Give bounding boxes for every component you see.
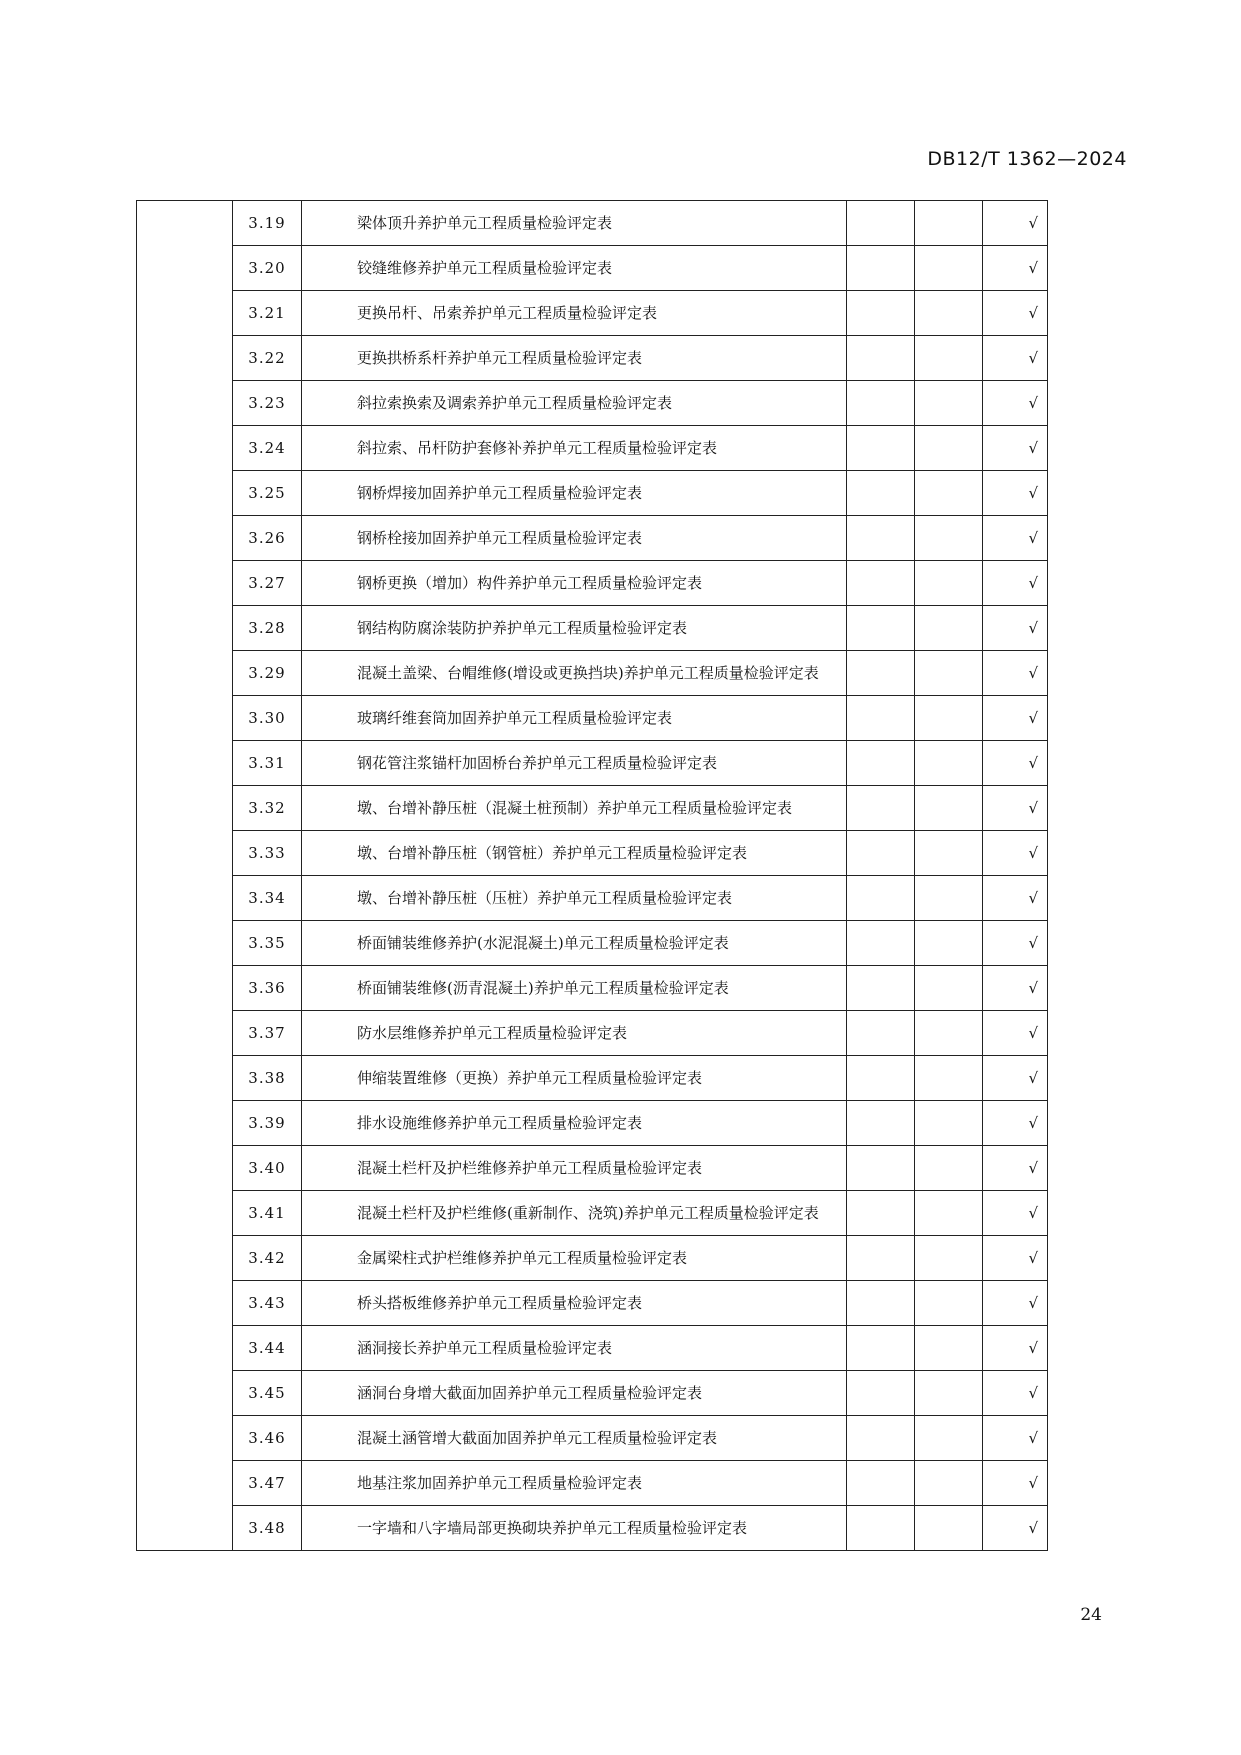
item-name: 斜拉索、吊杆防护套修补养护单元工程质量检验评定表 bbox=[357, 439, 718, 457]
item-name-cell bbox=[302, 876, 847, 921]
item-name-cell bbox=[302, 291, 847, 336]
check-mark: √ bbox=[983, 1191, 1048, 1236]
check-mark: √ bbox=[983, 966, 1048, 1011]
table-row bbox=[137, 1146, 1048, 1191]
item-name: 伸缩装置维修（更换）养护单元工程质量检验评定表 bbox=[357, 1069, 703, 1087]
item-number: 3.30 bbox=[233, 696, 302, 741]
item-name-cell bbox=[302, 1371, 847, 1416]
item-number: 3.47 bbox=[233, 1461, 302, 1506]
item-name: 玻璃纤维套筒加固养护单元工程质量检验评定表 bbox=[357, 709, 673, 727]
check-mark: √ bbox=[983, 516, 1048, 561]
item-name: 钢桥焊接加固养护单元工程质量检验评定表 bbox=[357, 484, 643, 502]
blank-cell-a bbox=[847, 1326, 915, 1371]
table-row bbox=[137, 1326, 1048, 1371]
item-number: 3.34 bbox=[233, 876, 302, 921]
item-number: 3.21 bbox=[233, 291, 302, 336]
check-mark: √ bbox=[983, 1056, 1048, 1101]
check-mark: √ bbox=[983, 381, 1048, 426]
blank-cell-b bbox=[915, 696, 983, 741]
blank-cell-b bbox=[915, 876, 983, 921]
item-name-cell bbox=[302, 1461, 847, 1506]
item-number: 3.46 bbox=[233, 1416, 302, 1461]
table-row bbox=[137, 1461, 1048, 1506]
item-name: 桥面铺装维修(沥青混凝土)养护单元工程质量检验评定表 bbox=[357, 979, 729, 997]
table-row bbox=[137, 1056, 1048, 1101]
blank-cell-a bbox=[847, 1011, 915, 1056]
item-number: 3.38 bbox=[233, 1056, 302, 1101]
blank-cell-a bbox=[847, 561, 915, 606]
blank-cell-b bbox=[915, 1506, 983, 1551]
item-name-cell bbox=[302, 426, 847, 471]
item-name: 墩、台增补静压桩（混凝土桩预制）养护单元工程质量检验评定表 bbox=[357, 799, 793, 817]
blank-cell-b bbox=[915, 1191, 983, 1236]
item-number: 3.31 bbox=[233, 741, 302, 786]
item-name: 梁体顶升养护单元工程质量检验评定表 bbox=[357, 214, 613, 232]
blank-cell-b bbox=[915, 1371, 983, 1416]
blank-cell-b bbox=[915, 201, 983, 246]
blank-cell-b bbox=[915, 291, 983, 336]
item-number: 3.43 bbox=[233, 1281, 302, 1326]
item-name: 更换拱桥系杆养护单元工程质量检验评定表 bbox=[357, 349, 643, 367]
item-number: 3.44 bbox=[233, 1326, 302, 1371]
table-row bbox=[137, 381, 1048, 426]
blank-cell-a bbox=[847, 1461, 915, 1506]
check-mark: √ bbox=[983, 786, 1048, 831]
blank-cell-b bbox=[915, 1416, 983, 1461]
check-mark: √ bbox=[983, 1326, 1048, 1371]
item-name-cell bbox=[302, 1506, 847, 1551]
blank-cell-b bbox=[915, 1146, 983, 1191]
blank-cell-a bbox=[847, 606, 915, 651]
item-name: 排水设施维修养护单元工程质量检验评定表 bbox=[357, 1114, 643, 1132]
item-number: 3.19 bbox=[233, 201, 302, 246]
blank-cell-b bbox=[915, 1461, 983, 1506]
item-number: 3.35 bbox=[233, 921, 302, 966]
table-row bbox=[137, 921, 1048, 966]
blank-cell-b bbox=[915, 1011, 983, 1056]
check-mark: √ bbox=[983, 1146, 1048, 1191]
table-row bbox=[137, 516, 1048, 561]
blank-cell-a bbox=[847, 246, 915, 291]
table-row bbox=[137, 1416, 1048, 1461]
blank-cell-b bbox=[915, 381, 983, 426]
item-number: 3.20 bbox=[233, 246, 302, 291]
item-name: 钢桥更换（增加）构件养护单元工程质量检验评定表 bbox=[357, 574, 703, 592]
blank-cell-a bbox=[847, 831, 915, 876]
blank-cell-a bbox=[847, 291, 915, 336]
blank-cell-a bbox=[847, 1101, 915, 1146]
blank-cell-b bbox=[915, 741, 983, 786]
blank-cell-a bbox=[847, 966, 915, 1011]
check-mark: √ bbox=[983, 1416, 1048, 1461]
check-mark: √ bbox=[983, 651, 1048, 696]
item-name-cell bbox=[302, 201, 847, 246]
table-row bbox=[137, 966, 1048, 1011]
blank-cell-a bbox=[847, 1056, 915, 1101]
table-row bbox=[137, 1506, 1048, 1551]
table-row bbox=[137, 561, 1048, 606]
check-mark: √ bbox=[983, 876, 1048, 921]
blank-cell-b bbox=[915, 426, 983, 471]
item-name-cell bbox=[302, 1101, 847, 1146]
item-name-cell bbox=[302, 1191, 847, 1236]
blank-cell-b bbox=[915, 1056, 983, 1101]
item-name: 金属梁柱式护栏维修养护单元工程质量检验评定表 bbox=[357, 1249, 688, 1267]
item-number: 3.40 bbox=[233, 1146, 302, 1191]
item-name: 钢花管注浆锚杆加固桥台养护单元工程质量检验评定表 bbox=[357, 754, 718, 772]
blank-cell-b bbox=[915, 831, 983, 876]
item-name: 混凝土栏杆及护栏维修(重新制作、浇筑)养护单元工程质量检验评定表 bbox=[357, 1204, 819, 1222]
table-row bbox=[137, 246, 1048, 291]
table-row bbox=[137, 471, 1048, 516]
table-row bbox=[137, 1371, 1048, 1416]
item-name-cell bbox=[302, 1326, 847, 1371]
check-mark: √ bbox=[983, 1011, 1048, 1056]
table-row bbox=[137, 1191, 1048, 1236]
item-number: 3.48 bbox=[233, 1506, 302, 1551]
blank-cell-a bbox=[847, 1416, 915, 1461]
item-name: 防水层维修养护单元工程质量检验评定表 bbox=[357, 1024, 628, 1042]
document-code: DB12/T 1362—2024 bbox=[927, 148, 1127, 170]
item-name: 涵洞接长养护单元工程质量检验评定表 bbox=[357, 1339, 613, 1357]
item-name-cell bbox=[302, 246, 847, 291]
item-name-cell bbox=[302, 651, 847, 696]
item-name: 混凝土盖梁、台帽维修(增设或更换挡块)养护单元工程质量检验评定表 bbox=[357, 664, 819, 682]
blank-cell-a bbox=[847, 336, 915, 381]
check-mark: √ bbox=[983, 921, 1048, 966]
item-name: 墩、台增补静压桩（压桩）养护单元工程质量检验评定表 bbox=[357, 889, 733, 907]
item-name-cell bbox=[302, 831, 847, 876]
item-name-cell bbox=[302, 1146, 847, 1191]
blank-cell-a bbox=[847, 201, 915, 246]
item-name-cell bbox=[302, 1056, 847, 1101]
check-mark: √ bbox=[983, 1371, 1048, 1416]
item-number: 3.33 bbox=[233, 831, 302, 876]
blank-cell-a bbox=[847, 1236, 915, 1281]
blank-cell-b bbox=[915, 516, 983, 561]
table-body bbox=[137, 201, 1048, 1551]
blank-cell-a bbox=[847, 786, 915, 831]
item-name-cell bbox=[302, 696, 847, 741]
item-name-cell bbox=[302, 1416, 847, 1461]
category-cell bbox=[137, 201, 233, 1551]
item-number: 3.27 bbox=[233, 561, 302, 606]
item-name-cell bbox=[302, 741, 847, 786]
item-name: 混凝土栏杆及护栏维修养护单元工程质量检验评定表 bbox=[357, 1159, 703, 1177]
blank-cell-a bbox=[847, 876, 915, 921]
item-name: 更换吊杆、吊索养护单元工程质量检验评定表 bbox=[357, 304, 658, 322]
item-name: 涵洞台身增大截面加固养护单元工程质量检验评定表 bbox=[357, 1384, 703, 1402]
item-name-cell bbox=[302, 561, 847, 606]
blank-cell-b bbox=[915, 471, 983, 516]
check-mark: √ bbox=[983, 336, 1048, 381]
item-name-cell bbox=[302, 786, 847, 831]
check-mark: √ bbox=[983, 291, 1048, 336]
check-mark: √ bbox=[983, 1101, 1048, 1146]
blank-cell-b bbox=[915, 921, 983, 966]
item-number: 3.26 bbox=[233, 516, 302, 561]
check-mark: √ bbox=[983, 696, 1048, 741]
blank-cell-a bbox=[847, 426, 915, 471]
blank-cell-a bbox=[847, 381, 915, 426]
item-number: 3.32 bbox=[233, 786, 302, 831]
page-number: 24 bbox=[1080, 1605, 1102, 1625]
blank-cell-b bbox=[915, 966, 983, 1011]
item-name: 斜拉索换索及调索养护单元工程质量检验评定表 bbox=[357, 394, 673, 412]
check-mark: √ bbox=[983, 1461, 1048, 1506]
blank-cell-a bbox=[847, 1146, 915, 1191]
item-name: 钢结构防腐涂装防护养护单元工程质量检验评定表 bbox=[357, 619, 688, 637]
item-number: 3.42 bbox=[233, 1236, 302, 1281]
blank-cell-a bbox=[847, 1281, 915, 1326]
table-row bbox=[137, 201, 1048, 246]
item-name: 铰缝维修养护单元工程质量检验评定表 bbox=[357, 259, 613, 277]
table-row bbox=[137, 876, 1048, 921]
item-number: 3.24 bbox=[233, 426, 302, 471]
blank-cell-a bbox=[847, 651, 915, 696]
blank-cell-b bbox=[915, 561, 983, 606]
item-name: 墩、台增补静压桩（钢管桩）养护单元工程质量检验评定表 bbox=[357, 844, 748, 862]
table-row bbox=[137, 291, 1048, 336]
item-number: 3.23 bbox=[233, 381, 302, 426]
check-mark: √ bbox=[983, 606, 1048, 651]
table-row bbox=[137, 831, 1048, 876]
check-mark: √ bbox=[983, 1236, 1048, 1281]
item-number: 3.41 bbox=[233, 1191, 302, 1236]
blank-cell-a bbox=[847, 1506, 915, 1551]
blank-cell-a bbox=[847, 516, 915, 561]
item-name-cell bbox=[302, 516, 847, 561]
blank-cell-b bbox=[915, 786, 983, 831]
check-mark: √ bbox=[983, 426, 1048, 471]
item-number: 3.39 bbox=[233, 1101, 302, 1146]
evaluation-form-index-table bbox=[136, 200, 1048, 1551]
item-number: 3.45 bbox=[233, 1371, 302, 1416]
check-mark: √ bbox=[983, 561, 1048, 606]
table-row bbox=[137, 696, 1048, 741]
item-name: 混凝土涵管增大截面加固养护单元工程质量检验评定表 bbox=[357, 1429, 718, 1447]
blank-cell-a bbox=[847, 471, 915, 516]
check-mark: √ bbox=[983, 471, 1048, 516]
item-name-cell bbox=[302, 1011, 847, 1056]
blank-cell-b bbox=[915, 246, 983, 291]
item-name-cell bbox=[302, 921, 847, 966]
item-name-cell bbox=[302, 471, 847, 516]
table-row bbox=[137, 336, 1048, 381]
item-name: 钢桥栓接加固养护单元工程质量检验评定表 bbox=[357, 529, 643, 547]
item-name-cell bbox=[302, 606, 847, 651]
table-row bbox=[137, 1236, 1048, 1281]
item-name-cell bbox=[302, 381, 847, 426]
item-number: 3.36 bbox=[233, 966, 302, 1011]
item-name: 地基注浆加固养护单元工程质量检验评定表 bbox=[357, 1474, 643, 1492]
item-number: 3.29 bbox=[233, 651, 302, 696]
blank-cell-a bbox=[847, 1371, 915, 1416]
check-mark: √ bbox=[983, 246, 1048, 291]
table-row bbox=[137, 606, 1048, 651]
blank-cell-b bbox=[915, 606, 983, 651]
table-row bbox=[137, 426, 1048, 471]
table-row bbox=[137, 741, 1048, 786]
item-name-cell bbox=[302, 336, 847, 381]
blank-cell-b bbox=[915, 1281, 983, 1326]
blank-cell-a bbox=[847, 1191, 915, 1236]
blank-cell-b bbox=[915, 651, 983, 696]
check-mark: √ bbox=[983, 831, 1048, 876]
blank-cell-b bbox=[915, 1101, 983, 1146]
blank-cell-b bbox=[915, 336, 983, 381]
blank-cell-b bbox=[915, 1326, 983, 1371]
blank-cell-b bbox=[915, 1236, 983, 1281]
check-mark: √ bbox=[983, 741, 1048, 786]
check-mark: √ bbox=[983, 201, 1048, 246]
item-number: 3.37 bbox=[233, 1011, 302, 1056]
item-name-cell bbox=[302, 966, 847, 1011]
item-number: 3.25 bbox=[233, 471, 302, 516]
table-row bbox=[137, 786, 1048, 831]
item-number: 3.28 bbox=[233, 606, 302, 651]
check-mark: √ bbox=[983, 1506, 1048, 1551]
blank-cell-a bbox=[847, 696, 915, 741]
blank-cell-a bbox=[847, 921, 915, 966]
table-row bbox=[137, 1101, 1048, 1146]
table-row bbox=[137, 1011, 1048, 1056]
item-name: 一字墙和八字墙局部更换砌块养护单元工程质量检验评定表 bbox=[357, 1519, 748, 1537]
table-row bbox=[137, 651, 1048, 696]
table-row bbox=[137, 1281, 1048, 1326]
blank-cell-a bbox=[847, 741, 915, 786]
item-name: 桥头搭板维修养护单元工程质量检验评定表 bbox=[357, 1294, 643, 1312]
item-name: 桥面铺装维修养护(水泥混凝土)单元工程质量检验评定表 bbox=[357, 934, 729, 952]
check-mark: √ bbox=[983, 1281, 1048, 1326]
item-number: 3.22 bbox=[233, 336, 302, 381]
item-name-cell bbox=[302, 1236, 847, 1281]
item-name-cell bbox=[302, 1281, 847, 1326]
